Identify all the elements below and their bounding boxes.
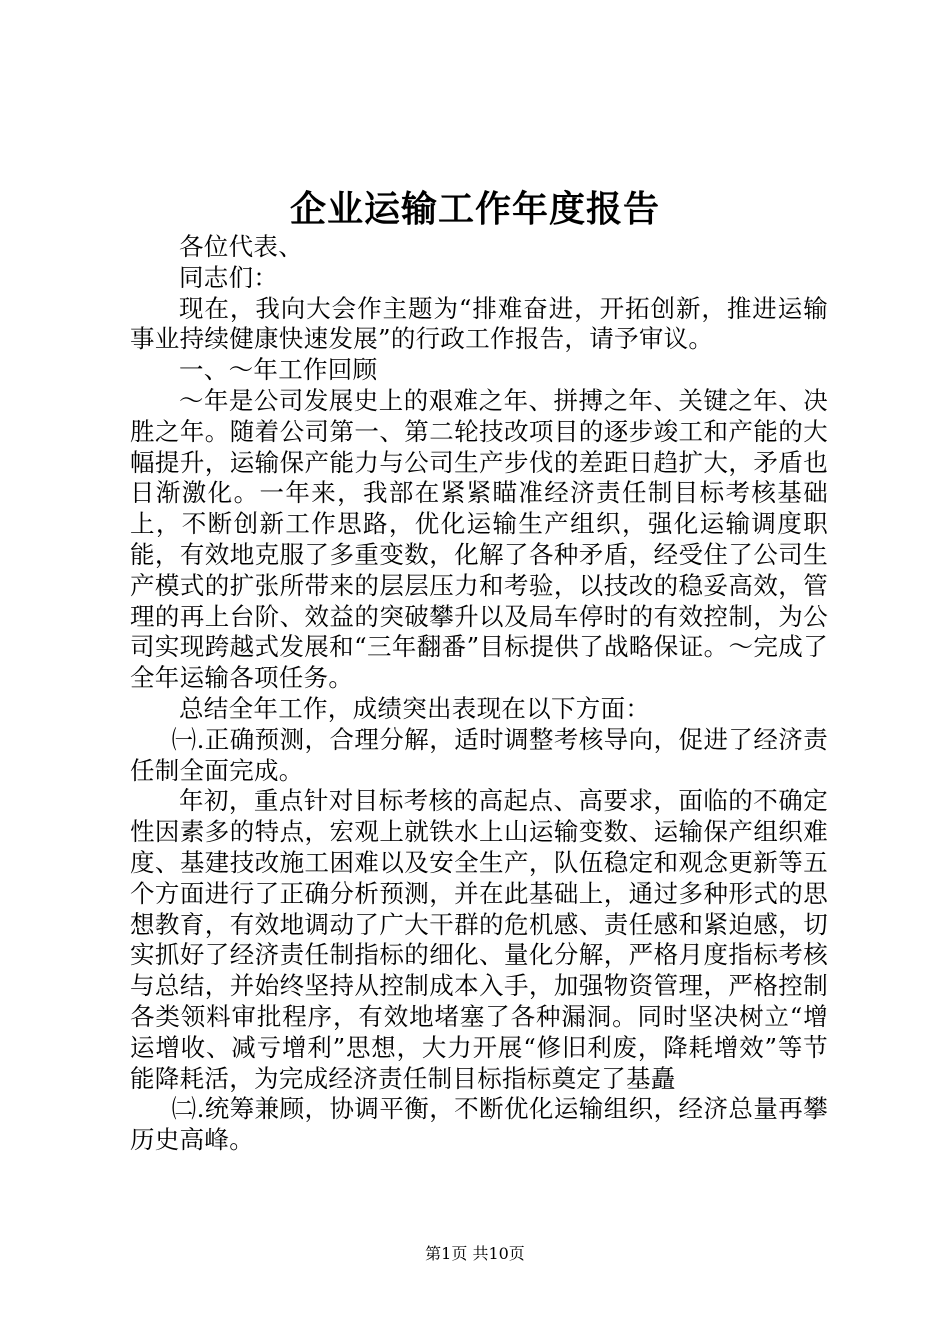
greeting-line-2: 同志们：: [179, 262, 279, 292]
section-heading: 一、～年工作回顾: [179, 355, 378, 385]
item-2-heading: ㈡.统筹兼顾，协调平衡，不断优化运输组织，经济总量再攀历史高峰。: [130, 1094, 828, 1155]
summary-paragraph: 总结全年工作，成绩突出表现在以下方面：: [179, 693, 651, 723]
document-body: [130, 232, 828, 1156]
item-1-paragraph: 年初，重点针对目标考核的高起点、高要求，面临的不确定性因素多的特点，宏观上就铁水上山运输变数、运输保产组织难度、基建技改施工困难以及安全生产，队伍稳定和观念更新等五个方面进行了正确分析预测，并在此基础上，通过多种形式的思想教育，有效地调动了广大干群的危机感、责任感和紧迫感，切实抓好了经济责任制指标的细化、量化分解，严格月度指标考核与总结，并始终坚持从控制成本入手，加强物资管理，严格控制各类领料审批程序，有效地堵塞了各种漏洞。同时坚决树立“增运增收、减亏增利”思想，大力开展“修旧利废，降耗增效”等节能降耗活，为完成经济责任制目标指标奠定了基矗: [130, 786, 828, 1093]
item-1-heading: ㈠.正确预测，合理分解，适时调整考核导向，促进了经济责任制全面完成。: [130, 724, 828, 785]
page-footer: 第1页 共10页: [425, 1244, 525, 1263]
intro-paragraph: 现在，我向大会作主题为“排难奋进，开拓创新，推进运输事业持续健康快速发展”的行政工作报告，请予审议。: [130, 293, 828, 354]
document-title: 企业运输工作年度报告: [289, 188, 660, 230]
greeting-line-1: 各位代表、: [179, 232, 303, 261]
review-paragraph: ～年是公司发展史上的艰难之年、拼搏之年、关键之年、决胜之年。随着公司第一、第二轮技改项目的逐步竣工和产能的大幅提升，运输保产能力与公司生产步伐的差距日趋扩大，矛盾也日渐激化。一年来，我部在紧紧瞄准经济责任制目标考核基础上，不断创新工作思路，优化运输生产组织，强化运输调度职能，有效地克服了多重变数，化解了各种矛盾，经受住了公司生产模式的扩张所带来的层层压力和考验，以技改的稳妥高效，管理的再上台阶、效益的突破攀升以及局车停时的有效控制，为公司实现跨越式发展和“三年翻番”目标提供了战略保证。～完成了全年运输各项任务。: [130, 385, 828, 693]
